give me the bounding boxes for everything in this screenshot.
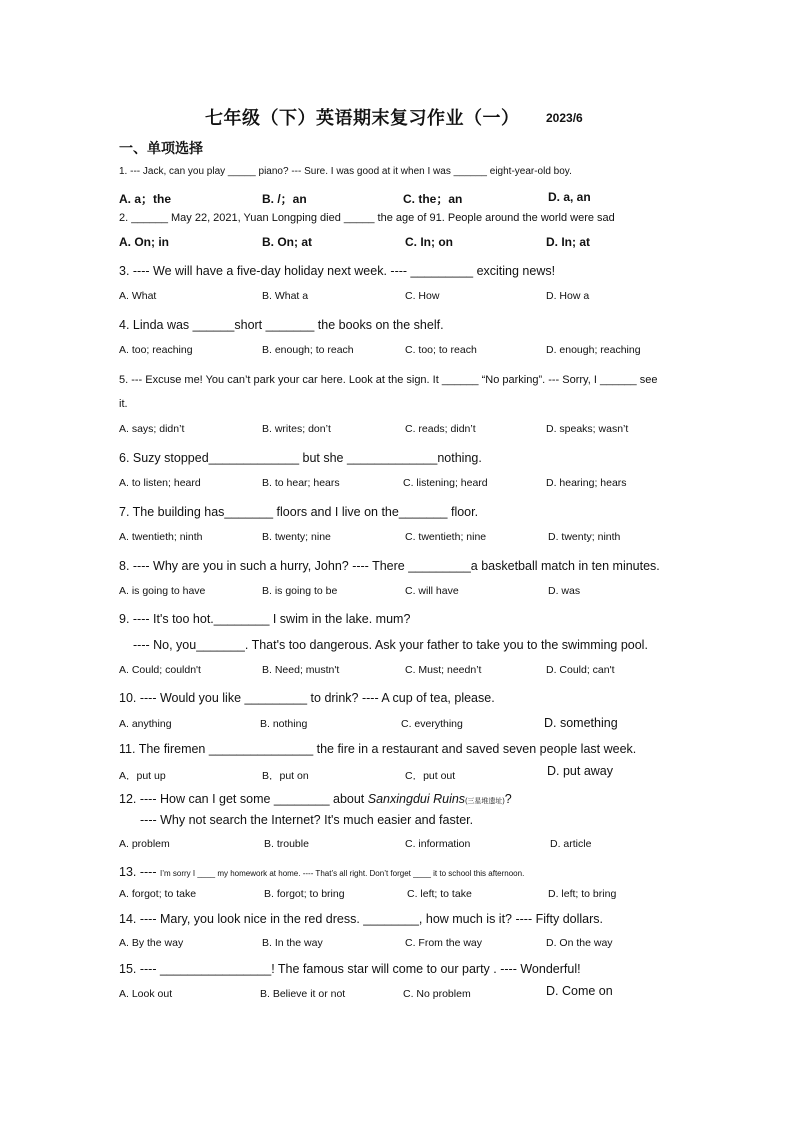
option-9b: B. Need; mustn't xyxy=(262,664,340,676)
option-7b: B. twenty; nine xyxy=(262,531,331,543)
question-stem-12-cont: ---- Why not search the Internet? It's much easier and faster. xyxy=(140,813,474,827)
option-13b: B. forgot; to bring xyxy=(264,888,345,900)
section-title: 一、单项选择 xyxy=(119,141,203,157)
option-3d: D. How a xyxy=(546,290,590,302)
question-stem-13 xyxy=(119,863,524,881)
page-title: 七年级（下）英语期末复习作业（一） xyxy=(205,108,520,129)
option-6c: C. listening; heard xyxy=(403,477,488,489)
question-stem-14: 14. ---- Mary, you look nice in the red dress. ________, how much is it? ---- Fifty dollars. xyxy=(119,912,603,926)
option-13a: A. forgot; to take xyxy=(119,888,197,900)
option-1c: C. the；an xyxy=(403,192,463,206)
option-8a: A. is going to have xyxy=(119,585,206,597)
option-1b: B. /；an xyxy=(262,192,307,206)
question-stem-9-cont: ---- No, you_______. That's too dangerous. Ask your father to take you to the swimming pool. xyxy=(133,638,648,652)
option-15a: A. Look out xyxy=(119,988,173,1000)
option-11b: B．put on xyxy=(262,770,309,782)
option-7c: C. twentieth; nine xyxy=(405,531,487,543)
option-9d: D. Could; can't xyxy=(546,664,615,676)
option-3a: A. What xyxy=(119,290,157,302)
question-stem-2: 2. ______ May 22, 2021, Yuan Longping died _____ the age of 91. People around the world were sad xyxy=(119,212,615,224)
option-2d: D. In; at xyxy=(546,235,590,249)
option-5d: D. speaks; wasn’t xyxy=(546,423,629,435)
option-6d: D. hearing; hears xyxy=(546,477,627,489)
option-8b: B. is going to be xyxy=(262,585,338,597)
option-2c: C. In; on xyxy=(405,235,453,249)
option-12a: A. problem xyxy=(119,838,170,850)
option-10c: C. everything xyxy=(401,718,463,730)
option-15b: B. Believe it or not xyxy=(260,988,346,1000)
question-stem-3: 3. ---- We will have a five-day holiday next week. ---- _________ exciting news! xyxy=(119,264,556,278)
question-stem-12-italic: Sanxingdui Ruins xyxy=(367,792,466,806)
option-11a: A．put up xyxy=(119,770,166,782)
question-stem-10: 10. ---- Would you like _________ to drink? ---- A cup of tea, please. xyxy=(119,691,495,705)
question-stem-5-cont: it. xyxy=(119,398,128,410)
option-4d: D. enough; reaching xyxy=(546,344,641,356)
option-7a: A. twentieth; ninth xyxy=(119,531,203,543)
date-label: 2023/6 xyxy=(546,111,583,125)
option-9a: A. Could; couldn't xyxy=(119,664,201,676)
option-15d: D. Come on xyxy=(546,984,613,998)
option-8c: C. will have xyxy=(405,585,459,597)
option-12b: B. trouble xyxy=(264,838,309,850)
option-5a: A. says; didn’t xyxy=(119,423,185,435)
question-stem-4: 4. Linda was ______short _______ the books on the shelf. xyxy=(119,318,444,332)
option-13d: D. left; to bring xyxy=(548,888,617,900)
option-1a: A. a；the xyxy=(119,192,172,206)
question-stem-7: 7. The building has_______ floors and I live on the_______ floor. xyxy=(119,505,479,519)
question-stem-8: 8. ---- Why are you in such a hurry, John? ---- There _________a basketball match in ten minutes. xyxy=(119,559,660,573)
option-13c: C. left; to take xyxy=(407,888,472,900)
option-12c: C. information xyxy=(405,838,471,850)
option-4a: A. too; reaching xyxy=(119,344,193,356)
option-7d: D. twenty; ninth xyxy=(548,531,621,543)
option-11d: D. put away xyxy=(547,764,614,778)
option-14d: D. On the way xyxy=(546,937,613,949)
option-4c: C. too; to reach xyxy=(405,344,477,356)
option-10b: B. nothing xyxy=(260,718,308,730)
option-2a: A. On; in xyxy=(119,235,169,249)
option-2b: B. On; at xyxy=(262,235,312,249)
option-12d: D. article xyxy=(550,838,592,850)
option-14b: B. In the way xyxy=(262,937,323,949)
question-stem-9: 9. ---- It's too hot.________ I swim in the lake. mum? xyxy=(119,612,411,626)
option-5b: B. writes; don’t xyxy=(262,423,331,435)
option-10d: D. something xyxy=(544,716,618,730)
question-stem-5: 5. --- Excuse me! You can’t park your car here. Look at the sign. It ______ “No parking”. --- Sorry, I ______ see xyxy=(119,374,658,386)
option-14c: C. From the way xyxy=(405,937,483,949)
option-6a: A. to listen; heard xyxy=(119,477,201,489)
option-3b: B. What a xyxy=(262,290,309,302)
option-9c: C. Must; needn’t xyxy=(405,664,482,676)
question-stem-13-text: I’m sorry I ____ my homework at home. ---- That’s all right. Don’t forget ____ it to school this afternoon. xyxy=(159,869,525,878)
option-11c: C．put out xyxy=(405,770,456,782)
option-1d: D. a, an xyxy=(548,190,591,204)
question-stem-11: 11. The firemen _______________ the fire in a restaurant and saved seven people last week. xyxy=(119,742,637,756)
question-stem-6: 6. Suzy stopped_____________ but she _____________nothing. xyxy=(119,451,482,465)
option-10a: A. anything xyxy=(119,718,172,730)
option-14a: A. By the way xyxy=(119,937,184,949)
option-15c: C. No problem xyxy=(403,988,471,1000)
question-stem-13-num: 13. ---- xyxy=(119,865,160,879)
question-stem-12-note: (三星堆遗址) xyxy=(465,798,505,805)
question-stem-12-end: ? xyxy=(504,792,512,806)
question-stem-12-text: 12. ---- How can I get some ________ about xyxy=(119,792,368,806)
option-3c: C. How xyxy=(405,290,440,302)
question-stem-15: 15. ---- ________________! The famous star will come to our party . ---- Wonderful! xyxy=(119,962,581,976)
question-stem-12 xyxy=(119,792,512,806)
option-8d: D. was xyxy=(548,585,581,597)
question-stem-1: 1. --- Jack, can you play _____ piano? --- Sure. I was good at it when I was ______ eight-year-old boy. xyxy=(119,166,572,177)
option-5c: C. reads; didn’t xyxy=(405,423,476,435)
option-6b: B. to hear; hears xyxy=(262,477,340,489)
option-4b: B. enough; to reach xyxy=(262,344,354,356)
